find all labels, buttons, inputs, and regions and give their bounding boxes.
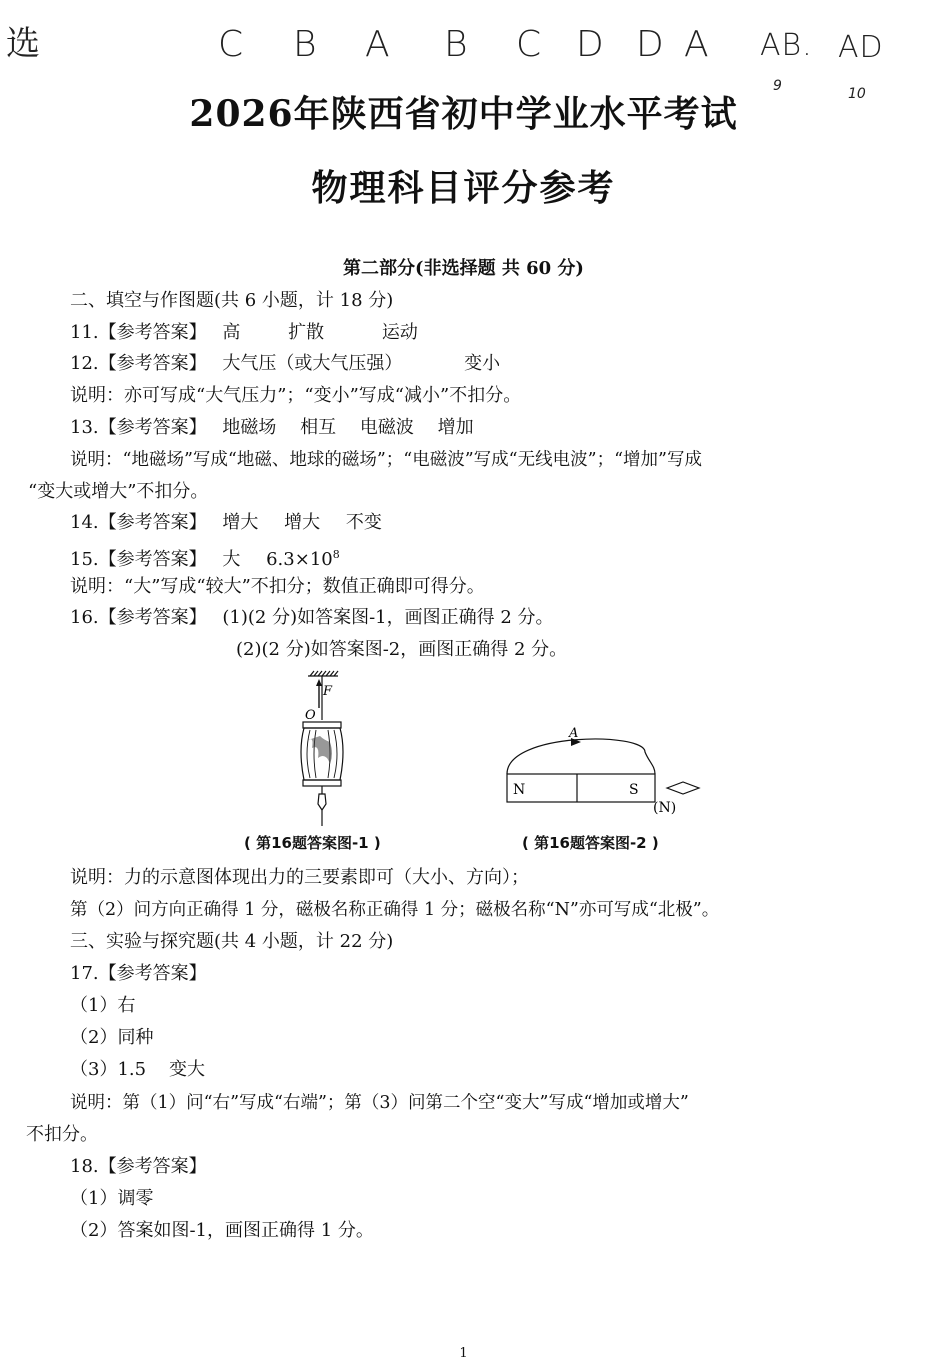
q16-note-line2: 第（2）问方向正确得 1 分，磁极名称正确得 1 分；磁极名称“N”亦可写成“北极”。 xyxy=(70,900,720,920)
handwritten-answer-9: AB. xyxy=(760,28,813,63)
handwritten-answer-8: A xyxy=(684,24,710,65)
q14-number: 14.【参考答案】 xyxy=(70,512,207,533)
handwritten-corner-mark: 选 xyxy=(6,24,41,64)
handwritten-answer-5: C xyxy=(516,24,543,65)
q11-number: 11.【参考答案】 xyxy=(70,322,207,343)
q15-note: 说明：“大”写成“较大”不扣分；数值正确即可得分。 xyxy=(70,576,485,597)
q17-answer-3: （3）1.5 变大 xyxy=(70,1059,205,1080)
page-title: 2026年陕西省初中学业水平考试 xyxy=(189,93,738,135)
q16-part1: (1)(2 分)如答案图-1，画图正确得 2 分。 xyxy=(222,607,554,628)
q14-row xyxy=(70,511,382,535)
label-S: S xyxy=(629,782,639,798)
q18-answer-2: （2）答案如图-1，画图正确得 1 分。 xyxy=(70,1220,374,1241)
label-needle-N: (N) xyxy=(653,800,677,816)
q15-answer-2-base: 6.3×10 xyxy=(266,549,333,570)
q12-answer-2: 变小 xyxy=(464,353,501,374)
q13-answer-1: 地磁场 xyxy=(222,417,277,438)
q18-number: 18.【参考答案】 xyxy=(70,1156,207,1177)
q14-answer-3: 不变 xyxy=(345,512,382,533)
q15-answer-2-exponent: 8 xyxy=(332,548,340,561)
part-heading: 第二部分(非选择题 共 60 分) xyxy=(343,258,584,279)
q12-number: 12.【参考答案】 xyxy=(70,353,207,374)
section3-heading: 三、实验与探究题(共 4 小题，计 22 分) xyxy=(70,931,394,952)
q13-answer-2: 相互 xyxy=(300,417,337,438)
handwritten-answer-4: B xyxy=(444,24,469,65)
q13-answer-4: 增加 xyxy=(437,417,474,438)
page-number: 1 xyxy=(459,1346,468,1361)
figure1-lantern-diagram xyxy=(290,668,370,828)
q15-answer-1: 大 xyxy=(222,549,241,570)
q13-number: 13.【参考答案】 xyxy=(70,417,207,438)
q11-answer-3: 运动 xyxy=(381,322,418,343)
label-F: F xyxy=(323,684,333,699)
q17-answer-1: （1）右 xyxy=(70,995,136,1016)
q16-part2: (2)(2 分)如答案图-2，画图正确得 2 分。 xyxy=(236,639,568,660)
q14-answer-1: 增大 xyxy=(222,512,259,533)
compass-needle xyxy=(667,782,699,794)
q15-answer-2 xyxy=(266,543,340,572)
handwritten-number-9: 9 xyxy=(773,78,782,94)
q13-answer-3: 电磁波 xyxy=(359,417,414,438)
label-N: N xyxy=(513,782,526,798)
ceiling-hatch xyxy=(310,671,338,676)
q16-row xyxy=(70,606,554,630)
lantern-tassel xyxy=(318,794,326,810)
q11-answer-1: 高 xyxy=(222,322,241,343)
q17-note-line1: 说明：第（1）问“右”写成“右端”；第（3）问第二个空“变大”写成“增加或增大” xyxy=(70,1093,689,1113)
section2-heading: 二、填空与作图题(共 6 小题，计 18 分) xyxy=(70,290,394,311)
lantern-pattern xyxy=(308,736,332,764)
figure1-caption: ( 第16题答案图-1 ) xyxy=(244,834,381,852)
q12-answer-1: 大气压（或大气压强） xyxy=(222,353,403,374)
q18-answer-1: （1）调零 xyxy=(70,1188,154,1209)
q13-note-line2: “变大或增大”不扣分。 xyxy=(28,481,209,502)
q17-answer-2: （2）同种 xyxy=(70,1027,154,1048)
handwritten-answer-7: D xyxy=(636,24,665,65)
q12-note: 说明：亦可写成“大气压力”；“变小”写成“减小”不扣分。 xyxy=(70,385,522,406)
handwritten-answer-3: A xyxy=(365,24,391,65)
q14-answer-2: 增大 xyxy=(284,512,321,533)
page-subtitle: 物理科目评分参考 xyxy=(311,167,616,209)
force-arrow-head xyxy=(316,679,322,686)
lantern-base xyxy=(303,780,341,786)
handwritten-answer-1: C xyxy=(218,24,245,65)
q17-note-line2: 不扣分。 xyxy=(26,1124,98,1145)
handwritten-answer-6: D xyxy=(576,24,605,65)
field-line xyxy=(507,739,655,774)
q13-note-line1: 说明：“地磁场”写成“地磁、地球的磁场”；“电磁波”写成“无线电波”；“增加”写成 xyxy=(70,450,702,470)
q16-note-line1: 说明：力的示意图体现出力的三要素即可（大小、方向）； xyxy=(70,867,529,888)
label-A: A xyxy=(569,726,579,741)
q13-row xyxy=(70,416,474,440)
q16-number: 16.【参考答案】 xyxy=(70,607,207,628)
q12-row xyxy=(70,352,500,376)
q17-number: 17.【参考答案】 xyxy=(70,963,207,984)
q11-row xyxy=(70,321,418,345)
handwritten-answer-10: AD xyxy=(838,30,884,65)
q11-answer-2: 扩散 xyxy=(288,322,325,343)
label-O: O xyxy=(305,708,316,723)
handwritten-answer-2: B xyxy=(293,24,318,65)
figure2-magnet-diagram xyxy=(495,722,715,818)
q15-number: 15.【参考答案】 xyxy=(70,549,207,570)
figure2-caption: ( 第16题答案图-2 ) xyxy=(522,834,659,852)
handwritten-number-10: 10 xyxy=(848,86,866,102)
q15-row xyxy=(70,543,340,572)
